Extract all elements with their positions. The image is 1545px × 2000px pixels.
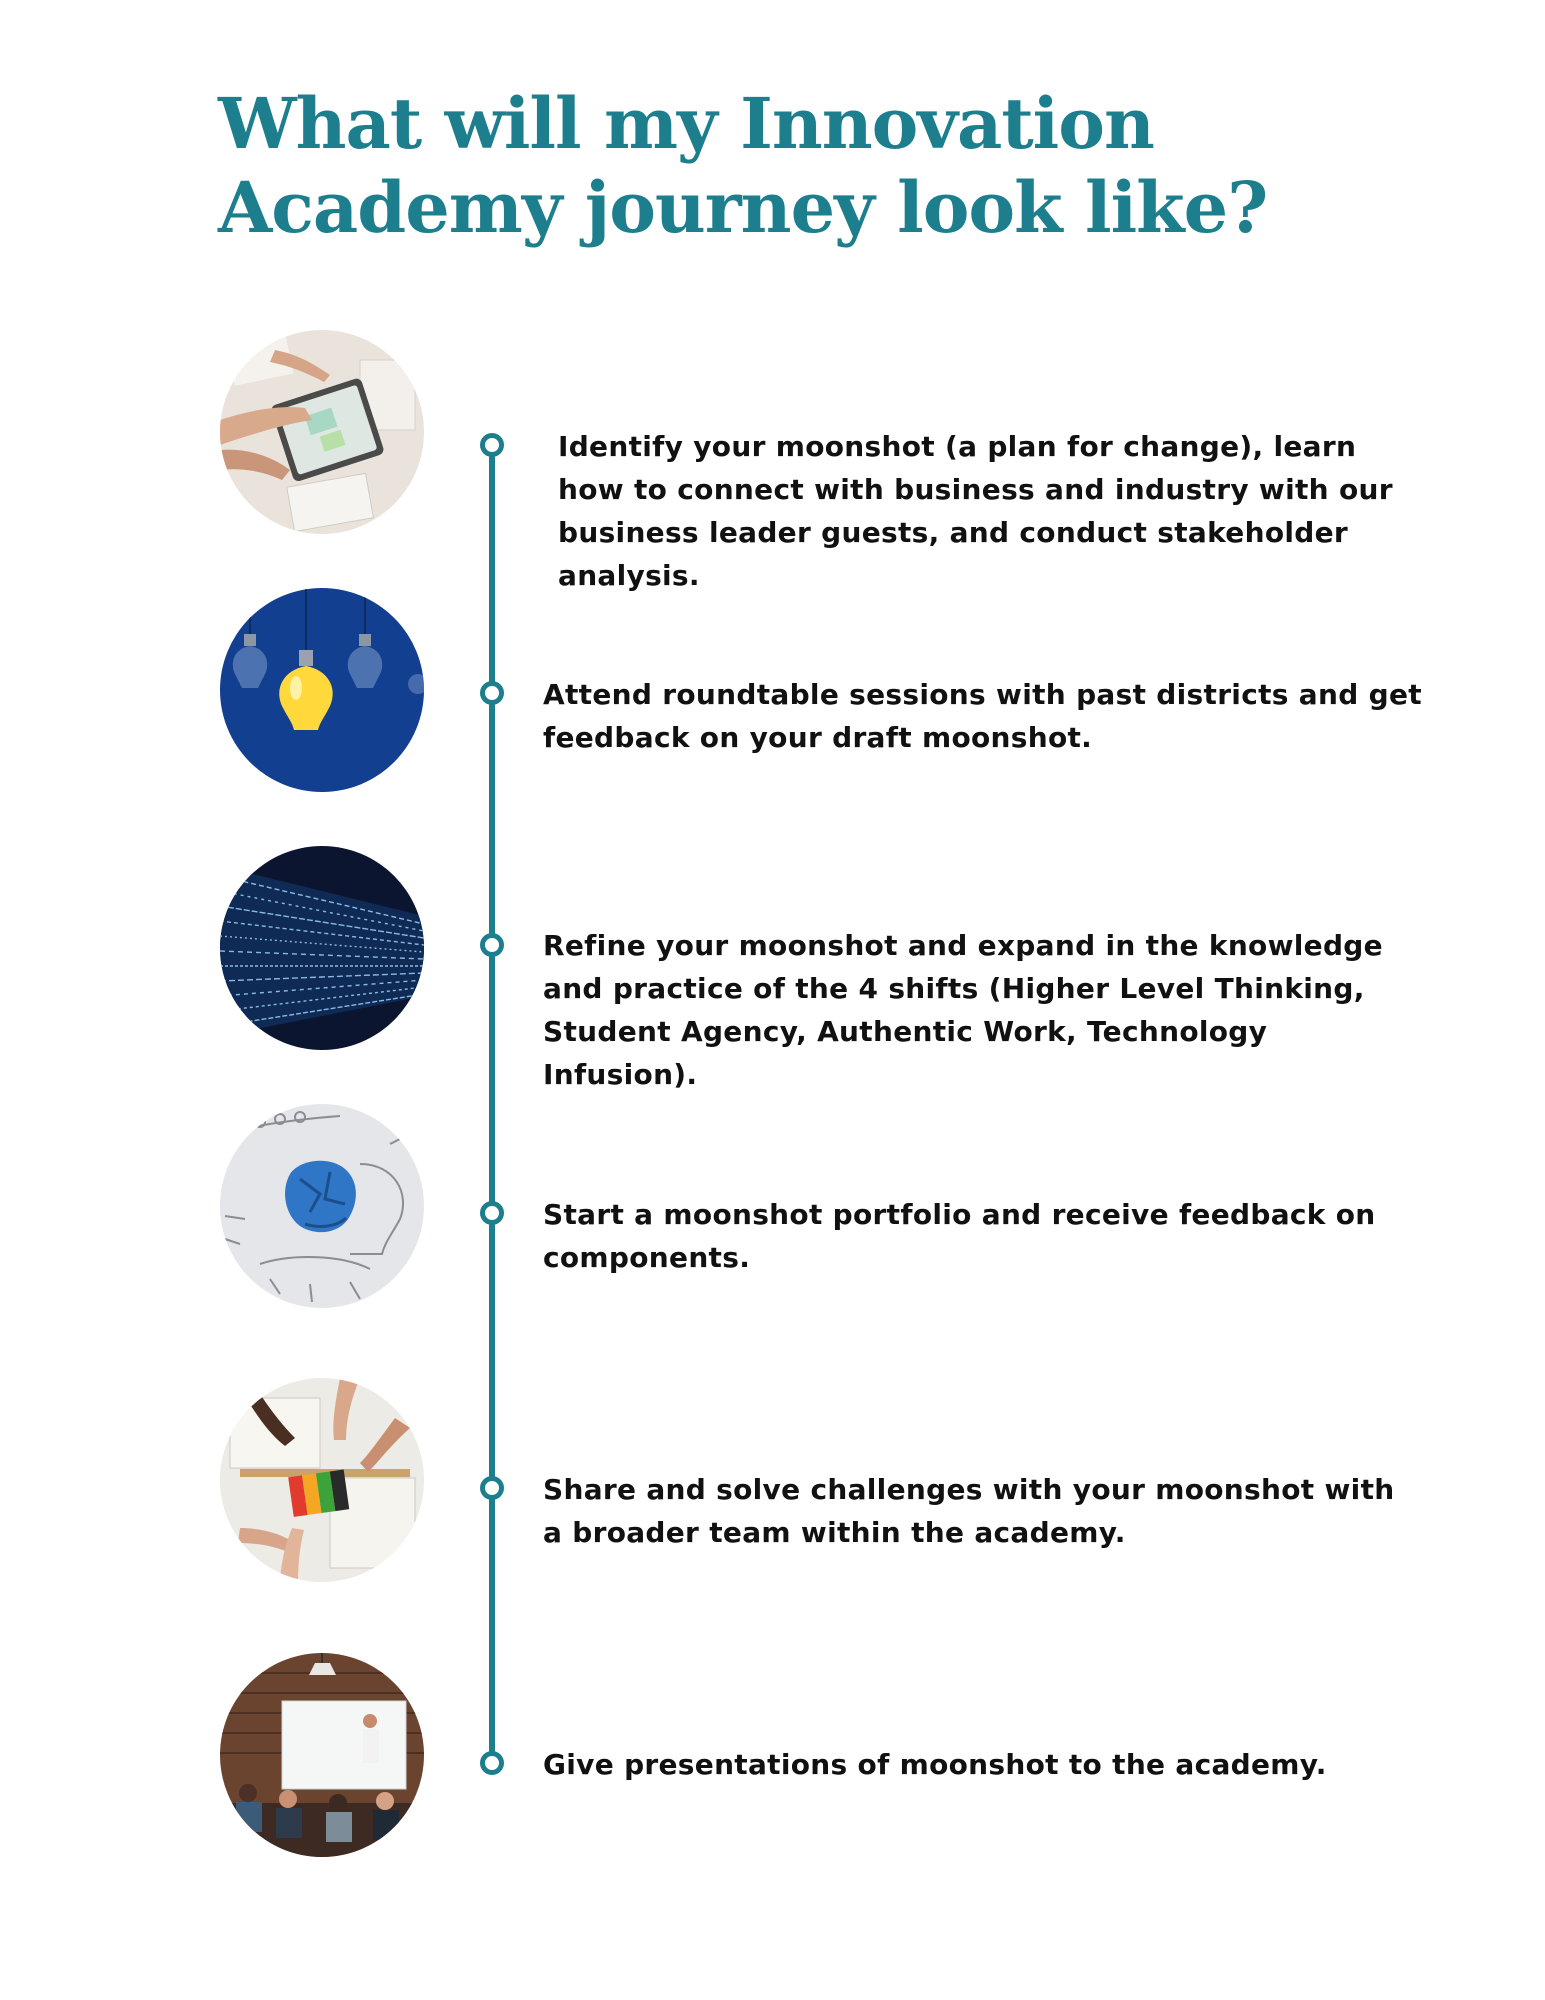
timeline-node-4 (480, 1201, 504, 1225)
code-stream-photo (220, 846, 424, 1050)
timeline-node-3 (480, 933, 504, 957)
crumpled-paper-lightbulb-photo (220, 1104, 424, 1308)
step-6-text: Give presentations of moonshot to the academy. (543, 1748, 1327, 1781)
timeline-node-6 (480, 1751, 504, 1775)
step-4-text: Start a moonshot portfolio and receive feedback on components. (543, 1198, 1376, 1274)
tablet-planning-photo (220, 330, 424, 534)
timeline-node-1 (480, 433, 504, 457)
step-1-text: Identify your moonshot (a plan for change), learn how to connect with business and industry with our business leader guests, and conduct stakeholder analysis. (558, 430, 1393, 592)
timeline-node-5 (480, 1476, 504, 1500)
page-title: What will my Innovation Academy journey look like? (218, 82, 1268, 249)
step-2-text: Attend roundtable sessions with past districts and get feedback on your draft moonshot. (543, 678, 1422, 754)
presentation-meeting-photo (220, 1653, 424, 1857)
step-3-text: Refine your moonshot and expand in the knowledge and practice of the 4 shifts (Higher Level Thinking, Student Agency, Authentic Work, Technology Infusion). (543, 929, 1383, 1091)
timeline-node-2 (480, 681, 504, 705)
lightbulb-photo (220, 588, 424, 792)
step-5-text: Share and solve challenges with your moonshot with a broader team within the academy. (543, 1473, 1395, 1549)
timeline-line (489, 450, 495, 1761)
team-collaboration-photo (220, 1378, 424, 1582)
